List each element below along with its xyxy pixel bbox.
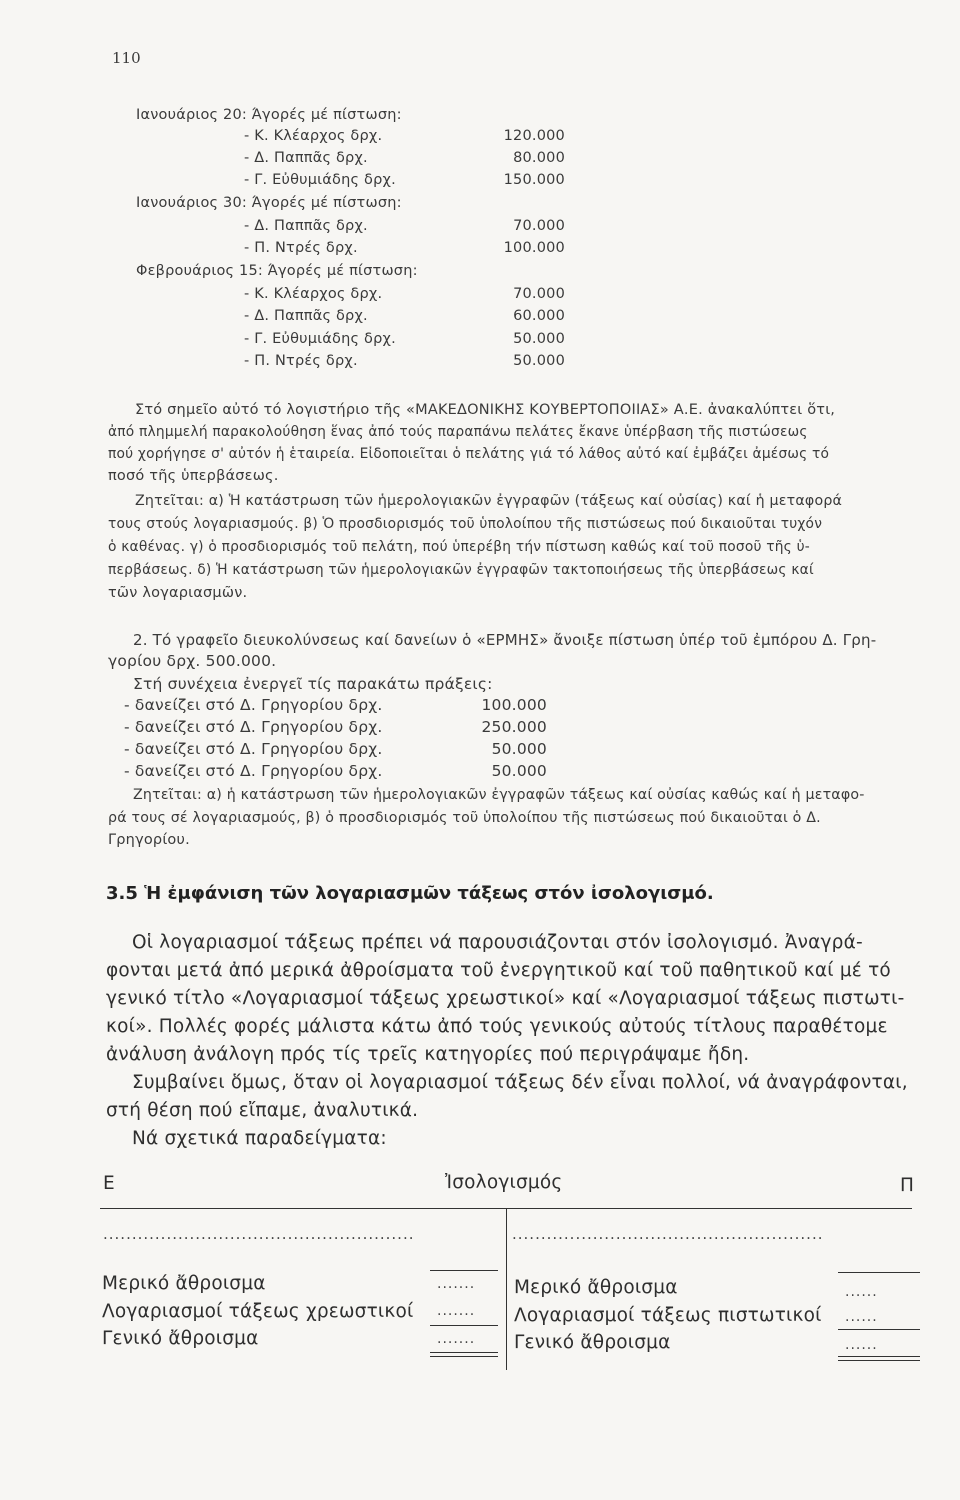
loan-amount: 100.000 [481,696,547,714]
paragraph-line: ἀπό πλημμελή παρακολούθηση ἕνας ἀπό τούς παραπάνω πελάτες ἔκανε ὑπέρβαση τῆς πιστώσεως [108,424,808,440]
feb15-label: Φεβρουάριος 15: Άγορές μέ πίστωση: [136,263,418,279]
body-line: Συμβαίνει ὅμως, ὅταν οἱ λογαριασμοί τάξεως δέν εἶναι πολλοί, νά ἀναγράφονται, [132,1072,908,1093]
assets-header: Ε [103,1173,115,1194]
task-line: ρά τους σέ λογαριασμούς, β) ὁ προσδιορισμός τοῦ ὑπολοίπου τῆς πιστώσεως πού δικαιοῦται ὁ Δ. [108,810,821,826]
list-item-name: - Γ. Εὐθυμιάδης δρχ. [244,172,396,188]
dots-row-right: ...................................................... [512,1225,824,1243]
right-row-dots: ...... [845,1309,878,1325]
loan-amount: 250.000 [481,718,547,736]
task-line: Ζητεῖται: α) Ἡ κατάστρωση τῶν ἡμερολογιακῶν ἐγγραφῶν (τάξεως καί οὐσίας) καί ἡ μεταφορά [135,493,843,509]
total-rule-right [838,1329,920,1330]
task-line: ὁ καθένας. γ) ὁ προσδιορισμός τοῦ πελάτη, πού ὑπερέβη τήν πίστωση καθώς καί τοῦ ποσοῦ τῆς ὑ- [108,539,810,555]
section2-intro-line: γορίου δρχ. 500.000. [108,652,277,670]
left-row-dots: ....... [437,1331,476,1347]
list-item-amount: 120.000 [503,128,565,144]
right-row-label: Λογαριασμοί τάξεως πιστωτικοί [514,1305,822,1326]
list-item-amount: 80.000 [513,150,565,166]
left-row-label: Γενικό ἄθροισμα [102,1328,259,1349]
list-item-amount: 150.000 [503,172,565,188]
task-line: τῶν λογαριασμῶν. [108,585,248,601]
double-rule-left-2 [430,1356,498,1357]
balance-sheet-title: Ἰσολογισμός [445,1172,563,1193]
list-item-name: - Κ. Κλέαρχος δρχ. [244,128,383,144]
section2-intro-line: 2. Τό γραφεῖο διευκολύνσεως καί δανείων ὁ «ΕΡΜΗΣ» ἄνοιξε πίστωση ὑπέρ τοῦ ἐμπόρου Δ. Γρη- [133,631,877,649]
loan-text: - δανείζει στό Δ. Γρηγορίου δρχ. [124,696,383,714]
list-item-name: - Π. Ντρές δρχ. [244,240,358,256]
loan-text: - δανείζει στό Δ. Γρηγορίου δρχ. [124,718,383,736]
list-item-name: - Κ. Κλέαρχος δρχ. [244,286,383,302]
body-line: φονται μετά ἀπό μερικά ἀθροίσματα τοῦ ἐνεργητικοῦ καί τοῦ παθητικοῦ καί μέ τό [106,960,891,981]
section-heading: 3.5 Ἡ ἐμφάνιση τῶν λογαριασμῶν τάξεως στόν ἰσολογισμό. [106,883,714,904]
body-line: στή θέση πού εἴπαμε, ἀναλυτικά. [106,1100,419,1121]
body-line: ἀνάλυση ἀνάλογη πρός τίς τρεῖς κατηγορίες πού περιγράψαμε ἤδη. [106,1044,750,1065]
jan20-label: Ιανουάριος 20: Άγορές μέ πίστωση: [136,107,402,123]
body-line: γενικό τίτλο «Λογαριασμοί τάξεως χρεωστικοί» καί «Λογαριασμοί τάξεως πιστωτι- [106,988,905,1009]
loan-text: - δανείζει στό Δ. Γρηγορίου δρχ. [124,740,383,758]
right-row-label: Μερικό ἄθροισμα [514,1277,678,1298]
list-item-name: - Γ. Εὐθυμιάδης δρχ. [244,331,396,347]
list-item-amount: 70.000 [513,286,565,302]
double-rule-left-1 [430,1352,498,1353]
loan-amount: 50.000 [491,740,547,758]
list-item-amount: 60.000 [513,308,565,324]
examples-label: Νά σχετικά παραδείγματα: [132,1128,387,1149]
page-number: 110 [112,49,141,67]
list-item-amount: 100.000 [503,240,565,256]
task-line: Γρηγορίου. [108,832,190,848]
task-line: Ζητεῖται: α) ἡ κατάστρωση τῶν ἡμερολογιακῶν ἐγγραφῶν τάξεως καί οὐσίας καθώς καί ἡ μεταφο- [133,787,865,803]
subtotal-rule-left [430,1270,498,1271]
left-row-dots: ....... [437,1276,476,1292]
paragraph-line: Στό σημεῖο αὐτό τό λογιστήριο τῆς «ΜΑΚΕΔΟΝΙΚΗΣ ΚΟΥΒΕΡΤΟΠΟΙΙΑΣ» Α.Ε. ἀνακαλύπτει ὅτι, [135,402,836,418]
left-row-label: Μερικό ἄθροισμα [102,1273,266,1294]
right-row-dots: ...... [845,1284,878,1300]
section2-intro-line: Στή συνέχεια ἐνεργεῖ τίς παρακάτω πράξεις: [133,675,493,693]
total-rule-left [430,1325,498,1326]
list-item-name: - Δ. Παππᾶς δρχ. [244,150,368,166]
double-rule-right-1 [838,1356,920,1357]
center-divider [506,1208,507,1370]
loan-amount: 50.000 [491,762,547,780]
left-row-label: Λογαριασμοί τάξεως χρεωστικοί [102,1301,414,1322]
body-line: Οἱ λογαριασμοί τάξεως πρέπει νά παρουσιάζονται στόν ἰσολογισμό. Ἀναγρά- [132,932,863,953]
task-line: περβάσεως. δ) Ἡ κατάστρωση τῶν ἡμερολογιακῶν ἐγγραφῶν τακτοποιήσεως τῆς ὑπερβάσεως καί [108,562,814,578]
jan30-label: Ιανουάριος 30: Άγορές μέ πίστωση: [136,195,402,211]
right-row-dots: ...... [845,1337,878,1353]
dots-row-left: ...................................................... [103,1225,415,1243]
paragraph-line: πού χορήγησε σ' αὐτόν ἡ ἑταιρεία. Εἰδοποιεῖται ὁ πελάτης γιά τό λάθος αὐτό καί ἐμβάζει ἀμέσως τό [108,446,830,462]
list-item-amount: 50.000 [513,353,565,369]
list-item-name: - Δ. Παππᾶς δρχ. [244,218,368,234]
body-line: κοί». Πολλές φορές μάλιστα κάτω ἀπό τούς γενικούς αὐτούς τίτλους παραθέτομε [106,1016,888,1037]
right-row-label: Γενικό ἄθροισμα [514,1332,671,1353]
double-rule-right-2 [838,1360,920,1361]
task-line: τους στούς λογαριασμούς. β) Ὁ προσδιορισμός τοῦ ὑπολοίπου τῆς πιστώσεως πού δικαιοῦται τυχόν [108,516,823,532]
list-item-amount: 50.000 [513,331,565,347]
list-item-name: - Π. Ντρές δρχ. [244,353,358,369]
list-item-name: - Δ. Παππᾶς δρχ. [244,308,368,324]
left-row-dots: ....... [437,1303,476,1319]
liabilities-header: Π [900,1175,915,1196]
list-item-amount: 70.000 [513,218,565,234]
loan-text: - δανείζει στό Δ. Γρηγορίου δρχ. [124,762,383,780]
subtotal-rule-right [838,1272,920,1273]
paragraph-line: ποσό τῆς ὑπερβάσεως. [108,468,279,484]
